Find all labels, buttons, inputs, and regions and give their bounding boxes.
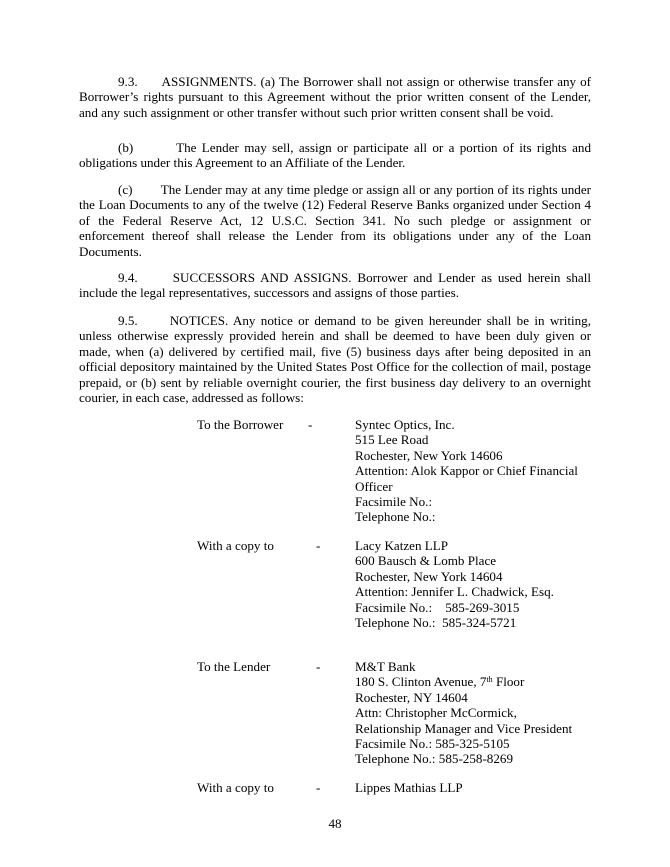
copy-to-address-1: Lacy Katzen LLP 600 Bausch & Lomb Place Rochester, New York 14604 Attention: Jennifer L. Chadwick, Esq. Facsimile No.: 585-269-3015 Telephone No.: 585-324-5721 — [355, 538, 554, 631]
borrower-label: To the Borrower — [197, 417, 284, 432]
copy-to-dash-1: - — [316, 538, 321, 553]
borrower-address: Syntec Optics, Inc. 515 Lee Road Rochester, New York 14606 Attention: Alok Kappor or Chief Financial Officer Facsimile No.: Telephone No.: — [355, 417, 578, 525]
lender-dash: - — [316, 659, 321, 674]
section-9-4: 9.4. SUCCESSORS AND ASSIGNS. Borrower and Lender as used herein shall include the legal representatives, successors and assigns of those parties. — [79, 270, 591, 301]
copy-to-address-2: Lippes Mathias LLP — [355, 780, 463, 795]
lender-address: M&T Bank 180 S. Clinton Avenue, 7th Floor Rochester, NY 14604 Attn: Christopher McCormick, Relationship Manager and Vice President Facsimile No.: 585-325-5105 Telephone No.: 585-258-8269 — [355, 659, 573, 767]
copy-to-label-1: With a copy to — [197, 538, 274, 553]
section-9-3-c: (c) The Lender may at any time pledge or assign all or any portion of its rights under the Loan Documents to any of the twelve (12) Federal Reserve Banks organized under Section 4 of the Federal Reserve Act, 12 U.S.C. Section 341. No such pledge or assignment or enforcement thereof shall release the Lender from its obligations under any of the Loan Documents. — [79, 182, 591, 259]
lender-label: To the Lender — [197, 659, 271, 674]
borrower-dash: - — [308, 417, 313, 432]
copy-to-label-2: With a copy to — [197, 780, 274, 795]
page-number: 48 — [328, 816, 342, 831]
copy-to-dash-2: - — [316, 780, 321, 795]
section-9-3: 9.3. ASSIGNMENTS. (a) The Borrower shall not assign or otherwise transfer any of Borrower’s rights pursuant to this Agreement without the prior written consent of the Lender, and any such assignment or other transfer without such prior written consent shall be void. — [79, 74, 591, 120]
section-9-3-b: (b) The Lender may sell, assign or participate all or a portion of its rights and obligations under this Agreement to an Affiliate of the Lender. — [79, 140, 591, 171]
section-9-5: 9.5. NOTICES. Any notice or demand to be given hereunder shall be in writing, unless otherwise expressly provided herein and shall be deemed to have been duly given or made, when (a) delivered by certified mail, five (5) business days after being deposited in an official depository maintained by the United States Post Office for the collection of mail, postage prepaid, or (b) sent by reliable overnight courier, the first business day delivery to an overnight courier, in each case, addressed as follows: — [79, 313, 591, 406]
